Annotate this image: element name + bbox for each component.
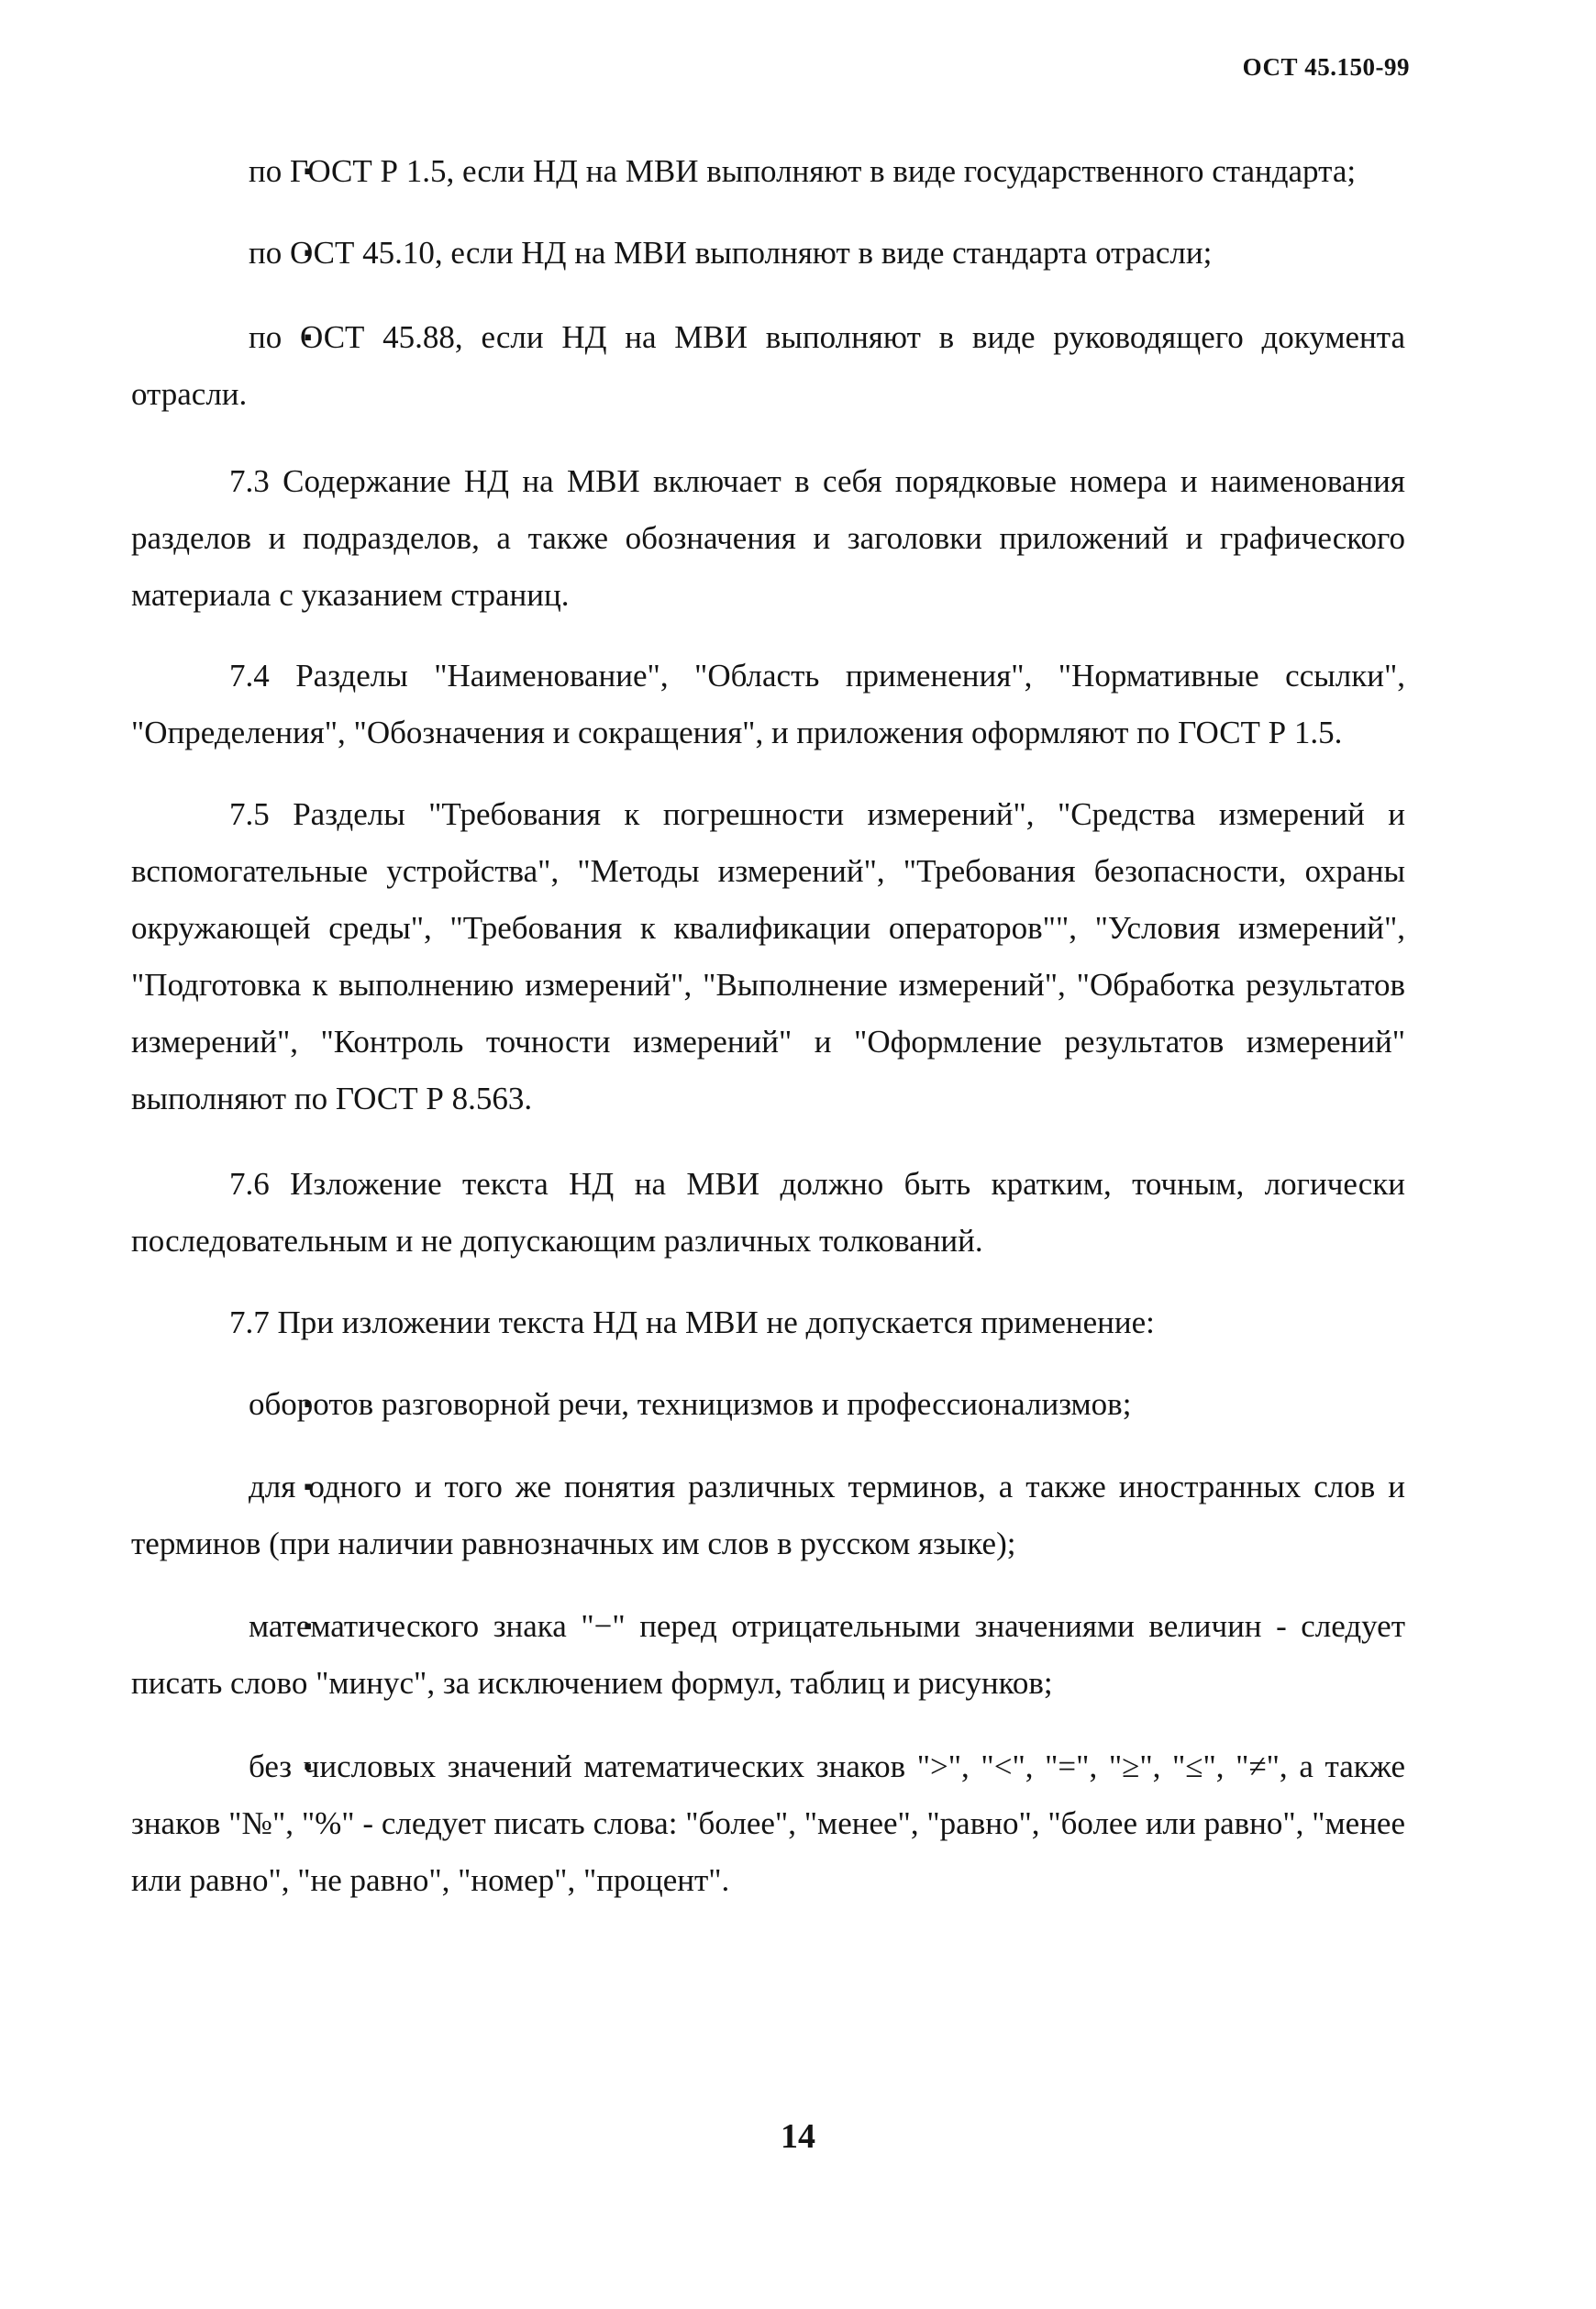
list-item-colloquial: ▪ оборотов разговорной речи, техницизмов и профессионализмов; xyxy=(131,1376,1405,1433)
document-code-header: ОСТ 45.150-99 xyxy=(1242,53,1410,81)
page-number: 14 xyxy=(781,2117,815,2156)
list-item-math-signs: ▪ без числовых значений математических знаков ">", "<", "=", "≥", "≤", "≠", а также знаков "№", "%" - следует писать слова: "более", "менее", "равно", "более или равно", "менее или равно", "не равно", "номер", "процент". xyxy=(131,1738,1405,1909)
paragraph-7-3: 7.3 Содержание НД на МВИ включает в себя порядковые номера и наименования разделов и подразделов, а также обозначения и заголовки приложений и графического материала с указанием страниц. xyxy=(131,463,1405,613)
list-item-ost-45-88: ▪ по ОСТ 45.88, если НД на МВИ выполняют в виде руководящего документа отрасли. xyxy=(131,309,1405,423)
paragraph-7-6: 7.6 Изложение текста НД на МВИ должно быть кратким, точным, логически последовательным и не допускающим различных толкований. xyxy=(131,1166,1405,1259)
list-item-terms: ▪ для одного и того же понятия различных терминов, а также иностранных слов и терминов (при наличии равнозначных им слов в русском языке); xyxy=(131,1459,1405,1572)
paragraph-7-4: 7.4 Разделы "Наименование", "Область применения", "Нормативные ссылки", "Определения", "Обозначения и сокращения", и приложения оформляют по ГОСТ Р 1.5. xyxy=(131,658,1405,750)
paragraph-7-7: 7.7 При изложении текста НД на МВИ не допускается применение: xyxy=(229,1304,1155,1340)
list-item-ost-45-10: ▪ по ОСТ 45.10, если НД на МВИ выполняют в виде стандарта отрасли; xyxy=(131,225,1405,282)
list-item-minus-sign: ▪ математического знака "−" перед отрицательными значениями величин - следует писать слово "минус", за исключением формул, таблиц и рисунков; xyxy=(131,1598,1405,1712)
paragraph-7-5: 7.5 Разделы "Требования к погрешности измерений", "Средства измерений и вспомогательные устройства", "Методы измерений", "Требования безопасности, охраны окружающей среды", "Требования к квалификации операторов"", "Условия измерений", "Подготовка к выполнению измерений", "Выполнение измерений", "Обработка результатов измерений", "Контроль точности измерений" и "Оформление результатов измерений" выполняют по ГОСТ Р 8.563. xyxy=(131,796,1405,1116)
list-item-gost-r-1-5: ▪ по ГОСТ Р 1.5, если НД на МВИ выполняют в виде государственного стандарта; xyxy=(131,143,1405,200)
